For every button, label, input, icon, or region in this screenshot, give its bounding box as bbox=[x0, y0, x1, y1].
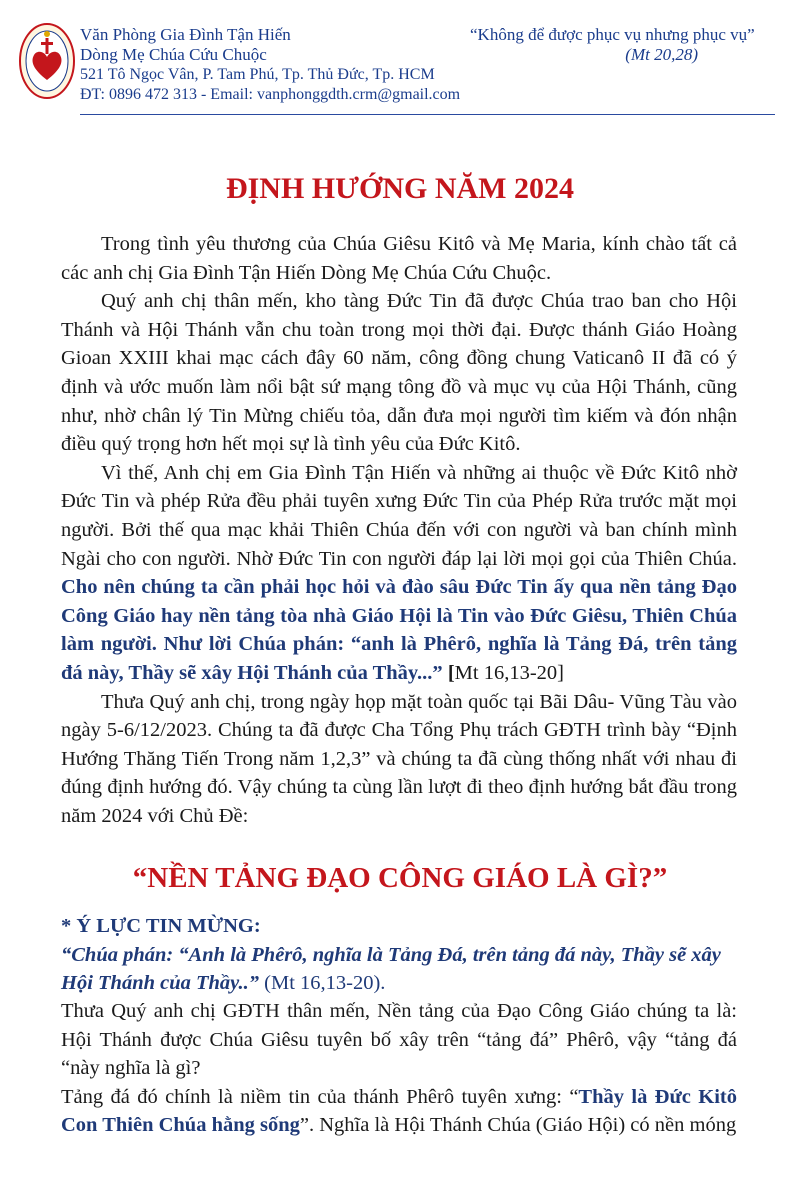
org-subtitle: Dòng Mẹ Chúa Cứu Chuộc bbox=[80, 45, 267, 64]
gospel-quote: “Chúa phán: “Anh là Phêrô, nghĩa là Tảng Đá, trên tảng đá này, Thầy sẽ xây Hội Thánh của Thầy..” bbox=[61, 943, 721, 995]
rock-meaning-end: ”. Nghĩa là Hội Thánh Chúa (Giáo Hội) có nền móng bbox=[299, 1114, 737, 1137]
org-name: Văn Phòng Gia Đình Tận Hiến bbox=[80, 25, 291, 44]
closing-body bbox=[61, 997, 737, 1140]
congregation-logo-icon bbox=[18, 22, 76, 100]
page-title: ĐỊNH HƯỚNG NĂM 2024 bbox=[225, 172, 575, 205]
header-divider bbox=[80, 114, 775, 115]
paragraph-treasure-of-faith: Quý anh chị thân mến, kho tàng Đức Tin đã được Chúa trao ban cho Hội Thánh và Hội Thánh vẫn chu toàn trong mọi thời đại. Được thánh Giáo Hoàng Gioan XXIII khai mạc cách đây 60 năm, công đồng chung Vaticanô II đã có ý định và ước muốn làm nổi bật sứ mạng tông đồ và mục vụ của Hội Thánh, cũng như, nhờ chân lý Tin Mừng chiếu tỏa, dẫn đưa mọi người tìm kiếm và đón nhận điều quý trọng hơn hết mọi sự là tình yêu của Đức Kitô. bbox=[61, 290, 737, 456]
rock-meaning-confession: Thầy là Đức Kitô Con Thiên Chúa hằng sống bbox=[61, 1085, 737, 1137]
section-heading: * Ý LỰC TIN MỪNG: bbox=[61, 915, 261, 937]
intro-body bbox=[61, 230, 737, 830]
paragraph-foundation-question: Thưa Quý anh chị GĐTH thân mến, Nền tảng của Đạo Công Giáo chúng ta là: Hội Thánh được Chúa Giêsu tuyên bố xây trên “tảng đá” Phêrô, vậy “tảng đá “này nghĩa là gì? bbox=[61, 1000, 737, 1080]
paragraph-greeting: Trong tình yêu thương của Chúa Giêsu Kitô và Mẹ Maria, kính chào tất cả các anh chị Gia Đình Tận Hiến Dòng Mẹ Chúa Cứu Chuộc. bbox=[61, 233, 737, 284]
motto-reference: (Mt 20,28) bbox=[625, 45, 698, 64]
paragraph-profession-text: Vì thế, Anh chị em Gia Đình Tận Hiến và những ai thuộc về Đức Kitô nhờ Đức Tin và phép Rửa đều phải tuyên xưng Đức Tin của Phép Rửa trước mặt mọi người. Bởi thế qua mạc khải Thiên Chúa đến với con người và ban chính mình Ngài cho con người. Nhờ Đức Tin con người đáp lại lời mọi gọi của Thiên Chúa. bbox=[61, 461, 737, 570]
scripture-reference: Mt 16,13-20] bbox=[454, 661, 564, 684]
paragraph-rock-meaning bbox=[61, 1083, 737, 1140]
motto bbox=[470, 25, 770, 65]
org-address: 521 Tô Ngọc Vân, P. Tam Phú, Tp. Thủ Đức, Tp. HCM bbox=[80, 66, 435, 83]
motto-text: “Không để được phục vụ nhưng phục vụ” bbox=[470, 25, 755, 44]
paragraph-national-meeting: Thưa Quý anh chị, trong ngày họp mặt toàn quốc tại Bãi Dâu- Vũng Tàu vào ngày 5-6/12/2023. Chúng ta đã được Cha Tổng Phụ trách GĐTH trình bày “Định Hướng Thăng Tiến Trong năm 1,2,3” và chúng ta đã cùng thống nhất với nhau đi đúng định hướng đó. Vậy chúng ta cùng lần lượt đi theo định hướng bắt đầu trong năm 2024 với Chủ Đề: bbox=[61, 690, 737, 827]
theme-title: “NỀN TẢNG ĐẠO CÔNG GIÁO LÀ GÌ?” bbox=[132, 862, 668, 894]
gospel-reference: (Mt 16,13-20). bbox=[264, 972, 386, 995]
org-contact: ĐT: 0896 472 313 - Email: vanphonggdth.crm@gmail.com bbox=[80, 86, 461, 103]
letterhead bbox=[0, 0, 800, 120]
rock-meaning-start: Tảng đá đó chính là niềm tin của thánh Phêrô tuyên xưng: “ bbox=[61, 1085, 579, 1108]
paragraph-profession-of-faith bbox=[61, 459, 737, 688]
gospel-section bbox=[61, 912, 737, 998]
emphasis-foundation: Cho nên chúng ta cần phải học hỏi và đào sâu Đức Tin ấy qua nền tảng Đạo Công Giáo hay nền tảng tòa nhà Giáo Hội là Tin vào Đức Giêsu, Thiên Chúa làm người. Như lời Chúa phán: “anh là Phêrô, nghĩa là Tảng Đá, trên tảng đá này, Thầy sẽ xây Hội Thánh của Thầy...” bbox=[61, 576, 737, 684]
reference-bracket: [ bbox=[447, 661, 455, 684]
gospel-quote-block bbox=[61, 941, 737, 998]
organization-info bbox=[80, 25, 460, 105]
